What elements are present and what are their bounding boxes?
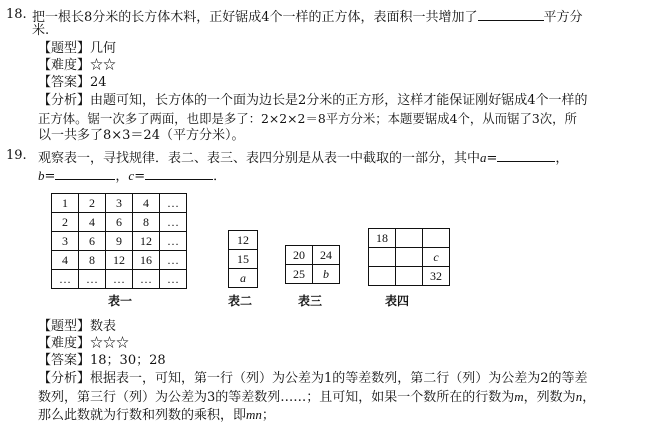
q19-period: ．	[213, 169, 227, 184]
q19-type-value: 数表	[90, 319, 117, 334]
q19-eq-c: =	[134, 169, 146, 184]
q19-difficulty	[38, 335, 129, 353]
table-cell: …	[52, 270, 79, 289]
table-cell: 8	[79, 251, 106, 270]
q18-analysis-label: 【分析】	[38, 93, 91, 108]
q18-analysis-line1: 由题可知，长方体的一个面为边长是2分米的正方形，这样才能保证刚好锯成4个一样的	[90, 93, 588, 108]
q19-analysis-line3	[38, 406, 275, 425]
table2-caption: 表二	[228, 294, 253, 308]
table-cell: 4	[79, 213, 106, 232]
table-cell: …	[160, 213, 187, 232]
q19-analysis-line2-end: ，	[582, 390, 596, 405]
table-row	[286, 265, 340, 284]
q19-answer	[38, 352, 166, 370]
q18-type-label: 【题型】	[38, 41, 91, 56]
table-cell: …	[160, 232, 187, 251]
table1	[51, 193, 187, 289]
q19-number: 19.	[6, 148, 27, 163]
table-row	[52, 270, 187, 289]
q19-analysis-line2-text: 数列，第三行（列）为公差为3的等差数列……；且可知，如果一个数所在的行数为	[38, 390, 515, 405]
table-cell: 12	[133, 232, 160, 251]
table-cell: 24	[313, 246, 340, 265]
q19-var-n: n	[575, 389, 583, 404]
q18-stem-text: 把一根长8分米的长方体木料，正好锯成4个一样的正方体，表面积一共增加了	[32, 10, 478, 25]
table2	[228, 230, 258, 288]
table1-caption: 表一	[108, 294, 133, 308]
table-cell	[369, 248, 396, 267]
table-cell: 18	[369, 229, 396, 248]
q19-analysis-line2	[38, 388, 595, 407]
table-row	[286, 246, 340, 265]
table-cell: 6	[106, 213, 133, 232]
q19-stem-text: 观察表一，寻找规律．表二、表三、表四分别是从表一中截取的一部分，其中	[38, 151, 481, 166]
table-cell: 16	[133, 251, 160, 270]
q19-type	[38, 318, 116, 336]
q18-number: 18.	[6, 7, 27, 22]
q18-type-value: 几何	[90, 41, 117, 56]
q19-comma1: ，	[555, 151, 569, 166]
q19-blank-b[interactable]	[55, 165, 115, 180]
table-cell: …	[160, 270, 187, 289]
table-row	[52, 232, 187, 251]
table-cell: 6	[79, 232, 106, 251]
table-row	[369, 229, 450, 248]
table-cell: 12	[229, 231, 258, 250]
table-cell: 32	[423, 267, 450, 286]
q18-analysis	[38, 92, 588, 110]
q19-blank-c[interactable]	[145, 165, 213, 180]
q19-var-c: c	[128, 168, 135, 183]
table-cell	[423, 229, 450, 248]
q18-answer-label: 【答案】	[38, 75, 91, 90]
q18-answer-value: 24	[90, 75, 107, 90]
q18-type	[38, 40, 116, 58]
table-row	[229, 250, 258, 269]
q19-difficulty-stars: ☆☆☆	[90, 336, 130, 351]
q19-difficulty-label: 【难度】	[38, 336, 91, 351]
table-cell: a	[229, 269, 258, 288]
table-cell: b	[313, 265, 340, 284]
table-cell: …	[160, 194, 187, 213]
table-cell: 15	[229, 250, 258, 269]
q18-difficulty	[38, 57, 116, 75]
table-cell: 4	[52, 251, 79, 270]
table3-caption: 表三	[298, 294, 323, 308]
table4-caption: 表四	[385, 294, 410, 308]
q19-var-m: m	[514, 389, 524, 404]
table-row	[369, 248, 450, 267]
table-cell	[396, 248, 423, 267]
q18-analysis-line3: 以一共多了8×3＝24（平方分米）。	[38, 128, 245, 143]
q18-stem-line2: 米.	[32, 23, 50, 38]
table-cell: 9	[106, 232, 133, 251]
table-row	[52, 251, 187, 270]
q19-analysis-line3-end: ；	[261, 408, 275, 423]
q19-var-a: a	[480, 150, 487, 165]
q19-blank-a[interactable]	[497, 147, 555, 162]
q19-analysis-label: 【分析】	[38, 371, 91, 386]
q18-stem-unit: 平方分	[543, 10, 583, 25]
q19-analysis-line2-mid: ，列数为	[523, 390, 576, 405]
table-cell: 4	[133, 194, 160, 213]
q19-var-b: b	[38, 168, 45, 183]
table-cell: …	[79, 270, 106, 289]
q18-answer	[38, 74, 107, 92]
q18-answer-blank[interactable]	[478, 6, 544, 21]
table-row	[52, 194, 187, 213]
table-row	[369, 267, 450, 286]
q19-type-label: 【题型】	[38, 319, 91, 334]
q19-analysis-line1: 根据表一，可知，第一行（列）为公差为1的等差数列，第二行（列）为公差为2的等差	[90, 371, 588, 386]
table-cell: 3	[106, 194, 133, 213]
table-cell: 25	[286, 265, 313, 284]
table-cell: …	[106, 270, 133, 289]
table-cell: 2	[52, 213, 79, 232]
q19-answer-value: 18；30；28	[90, 353, 166, 368]
q19-eq-a: =	[486, 151, 498, 166]
q19-eq-b: =	[44, 169, 56, 184]
table-cell: 2	[79, 194, 106, 213]
table-cell: 8	[133, 213, 160, 232]
table-row	[52, 213, 187, 232]
table-cell: c	[423, 248, 450, 267]
q19-analysis-line3-text: 那么此数就为行数和列数的乘积，即	[38, 408, 247, 423]
q19-answer-label: 【答案】	[38, 353, 91, 368]
table-cell: 20	[286, 246, 313, 265]
table-cell: 1	[52, 194, 79, 213]
q19-var-mn: mn	[246, 407, 262, 422]
table3	[285, 245, 340, 284]
q18-analysis-line2: 正方体。锯一次多了两面，也即是多了：2×2×2＝8平方分米；本题要锯成4个，从而锯了3次，所	[38, 111, 577, 126]
q18-difficulty-stars: ☆☆	[90, 58, 117, 73]
table4	[368, 228, 450, 286]
q18-difficulty-label: 【难度】	[38, 58, 91, 73]
table-cell: …	[160, 251, 187, 270]
table-cell	[396, 267, 423, 286]
table-cell: 3	[52, 232, 79, 251]
table-cell	[369, 267, 396, 286]
table-cell	[396, 229, 423, 248]
table-cell: 12	[106, 251, 133, 270]
q19-stem-line2	[38, 165, 226, 186]
table-row	[229, 231, 258, 250]
q19-analysis	[38, 370, 588, 388]
q19-comma2: ，	[115, 169, 129, 184]
table-cell: …	[133, 270, 160, 289]
table-row	[229, 269, 258, 288]
